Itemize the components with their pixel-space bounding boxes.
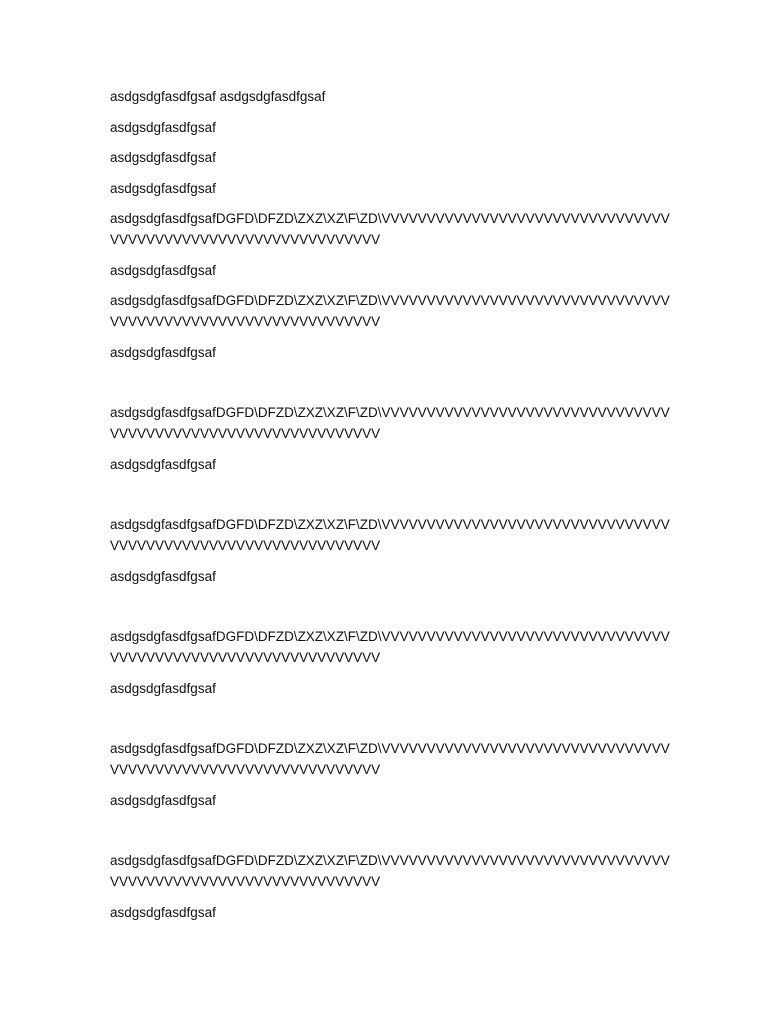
paragraph-3: asdgsdgfasdfgsaf <box>110 150 216 165</box>
blank-spacer <box>110 596 670 626</box>
blank-spacer <box>110 820 670 850</box>
paragraph-16: asdgsdgfasdfgsaf <box>110 792 216 808</box>
paragraph-14: asdgsdgfasdfgsaf <box>110 680 216 696</box>
paragraph-11: asdgsdgfasdfgsafDGFD\DFZD\ZXZ\XZ\F\ZD\VVVVVVVVVVVVVVVVVVVVVVVVVVVVVVVVVVVVVVVVVVVVVVVVVVVVVVVVVVVVVV <box>110 517 670 553</box>
paragraph-2: asdgsdgfasdfgsaf <box>110 119 216 135</box>
blank-spacer <box>110 372 670 402</box>
paragraph-15: asdgsdgfasdfgsafDGFD\DFZD\ZXZ\XZ\F\ZD\VVVVVVVVVVVVVVVVVVVVVVVVVVVVVVVVVVVVVVVVVVVVVVVVVVVVVVVVVVVVVV <box>110 741 670 777</box>
paragraph-6: asdgsdgfasdfgsaf <box>110 262 216 278</box>
blank-spacer <box>110 484 670 514</box>
paragraph-13: asdgsdgfasdfgsafDGFD\DFZD\ZXZ\XZ\F\ZD\VVVVVVVVVVVVVVVVVVVVVVVVVVVVVVVVVVVVVVVVVVVVVVVVVVVVVVVVVVVVVV <box>110 629 670 665</box>
paragraph-9: asdgsdgfasdfgsafDGFD\DFZD\ZXZ\XZ\F\ZD\VVVVVVVVVVVVVVVVVVVVVVVVVVVVVVVVVVVVVVVVVVVVVVVVVVVVVVVVVVVVVV <box>110 405 670 441</box>
paragraph-18: asdgsdgfasdfgsaf <box>110 904 216 920</box>
paragraph-10: asdgsdgfasdfgsaf <box>110 456 216 472</box>
document-page <box>110 86 670 932</box>
blank-spacer <box>110 708 670 738</box>
paragraph-1: asdgsdgfasdfgsaf asdgsdgfasdfgsaf <box>110 89 326 104</box>
paragraph-8: asdgsdgfasdfgsaf <box>110 344 216 360</box>
paragraph-4: asdgsdgfasdfgsaf <box>110 180 216 196</box>
paragraph-7: asdgsdgfasdfgsafDGFD\DFZD\ZXZ\XZ\F\ZD\VVVVVVVVVVVVVVVVVVVVVVVVVVVVVVVVVVVVVVVVVVVVVVVVVVVVVVVVVVVVVV <box>110 293 670 329</box>
paragraph-12: asdgsdgfasdfgsaf <box>110 568 216 584</box>
paragraph-17: asdgsdgfasdfgsafDGFD\DFZD\ZXZ\XZ\F\ZD\VVVVVVVVVVVVVVVVVVVVVVVVVVVVVVVVVVVVVVVVVVVVVVVVVVVVVVVVVVVVVV <box>110 853 670 889</box>
paragraph-5: asdgsdgfasdfgsafDGFD\DFZD\ZXZ\XZ\F\ZD\VVVVVVVVVVVVVVVVVVVVVVVVVVVVVVVVVVVVVVVVVVVVVVVVVVVVVVVVVVVVVV <box>110 211 670 247</box>
